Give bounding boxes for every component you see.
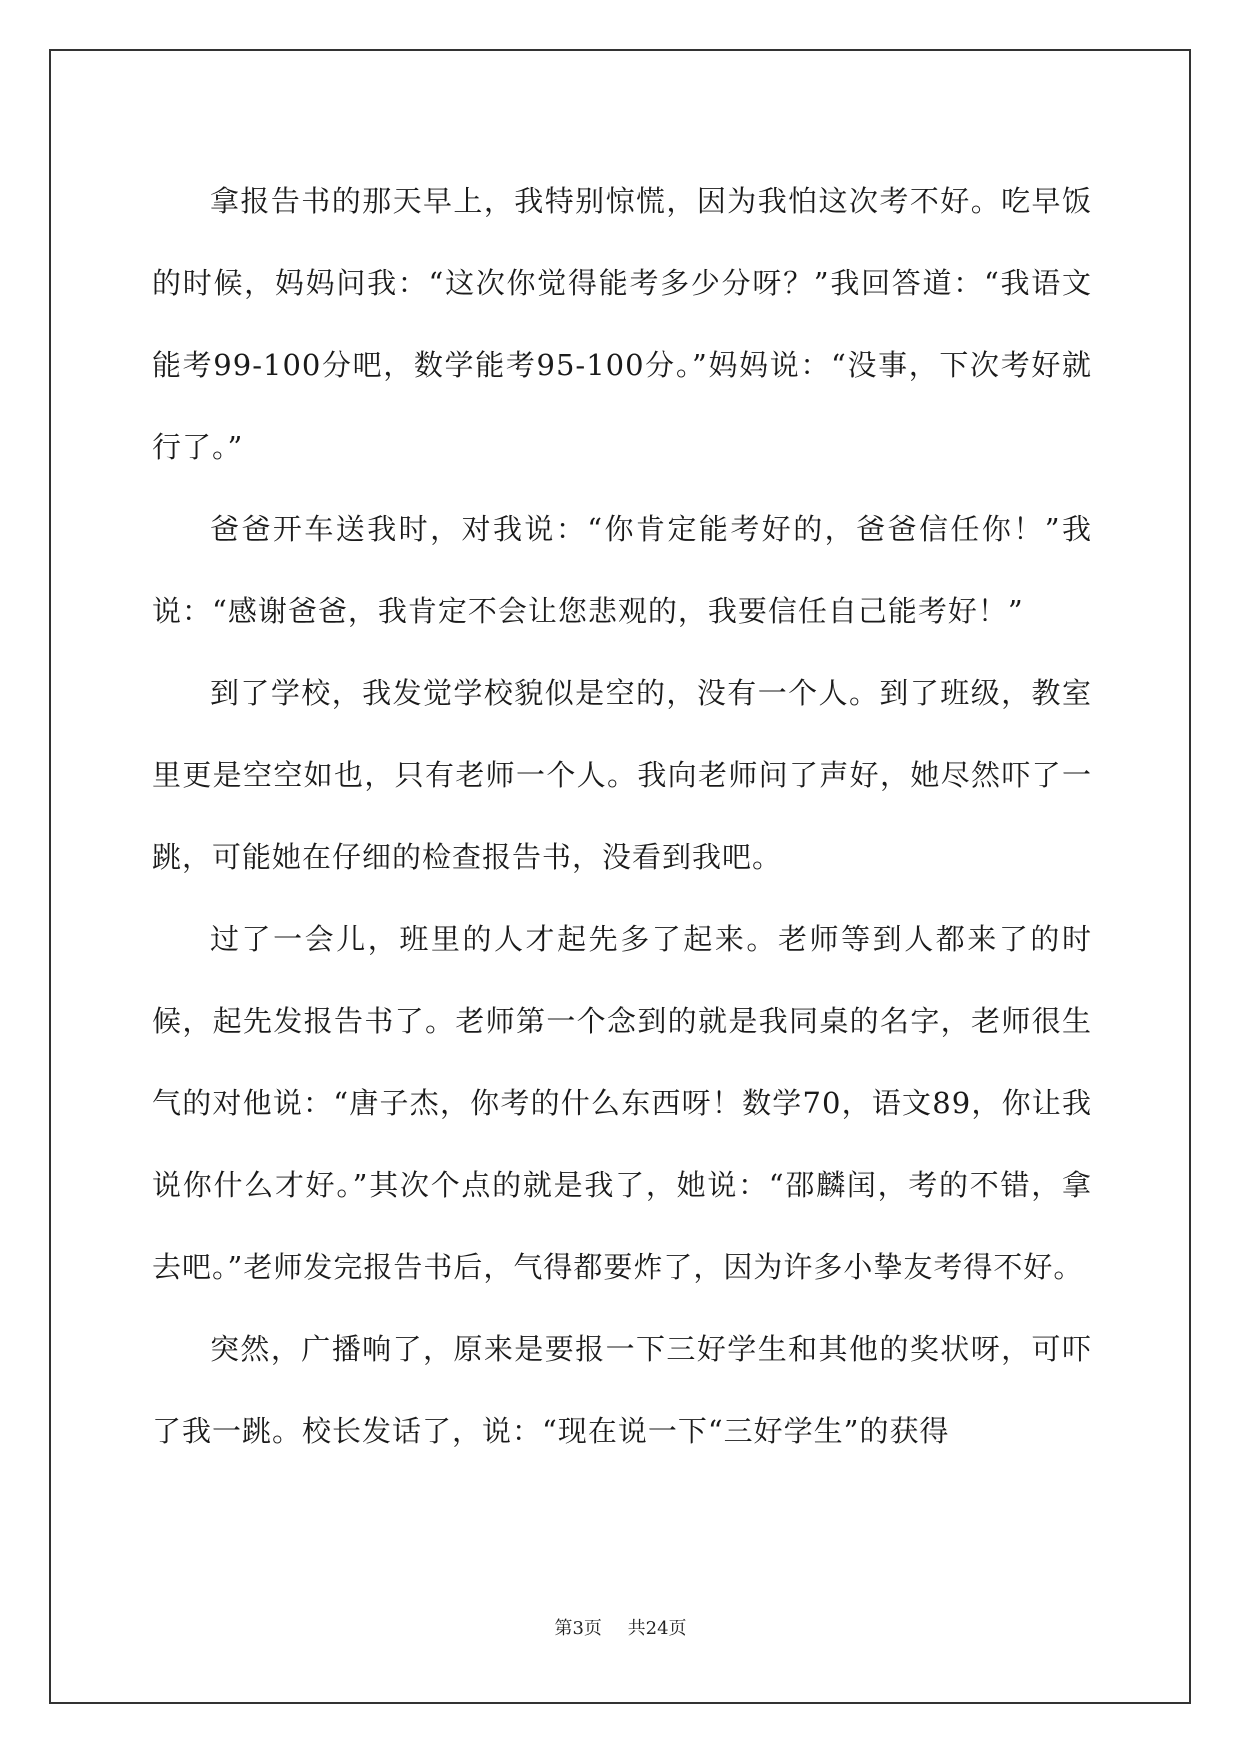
- paragraph-1: 拿报告书的那天早上，我特别惊慌，因为我怕这次考不好。吃早饭的时候，妈妈问我：“这次你觉得能考多少分呀？”我回答道：“我语文能考99-100分吧，数学能考95-100分。”妈妈说：“没事，下次考好就行了。”: [152, 184, 1092, 464]
- paragraph-2: 爸爸开车送我时，对我说：“你肯定能考好的，爸爸信任你！”我说：“感谢爸爸，我肯定不会让您悲观的，我要信任自己能考好！”: [152, 512, 1092, 628]
- page-total: 共24页: [627, 1618, 687, 1639]
- page-number: 第3页: [554, 1618, 602, 1639]
- paragraph-3: 到了学校，我发觉学校貌似是空的，没有一个人。到了班级，教室里更是空空如也，只有老师一个人。我向老师问了声好，她尽然吓了一跳，可能她在仔细的检查报告书，没看到我吧。: [152, 676, 1092, 874]
- page-footer: [0, 1614, 1241, 1640]
- paragraph-5: 突然，广播响了，原来是要报一下三好学生和其他的奖状呀，可吓了我一跳。校长发话了，说：“现在说一下“三好学生”的获得: [152, 1332, 1092, 1448]
- paragraph-4: 过了一会儿，班里的人才起先多了起来。老师等到人都来了的时候，起先发报告书了。老师第一个念到的就是我同桌的名字，老师很生气的对他说：“唐子杰，你考的什么东西呀！数学70，语文89，你让我说你什么才好。”其次个点的就是我了，她说：“邵麟闰，考的不错，拿去吧。”老师发完报告书后，气得都要炸了，因为许多小挚友考得不好。: [152, 922, 1092, 1284]
- document-body: [152, 160, 1092, 1472]
